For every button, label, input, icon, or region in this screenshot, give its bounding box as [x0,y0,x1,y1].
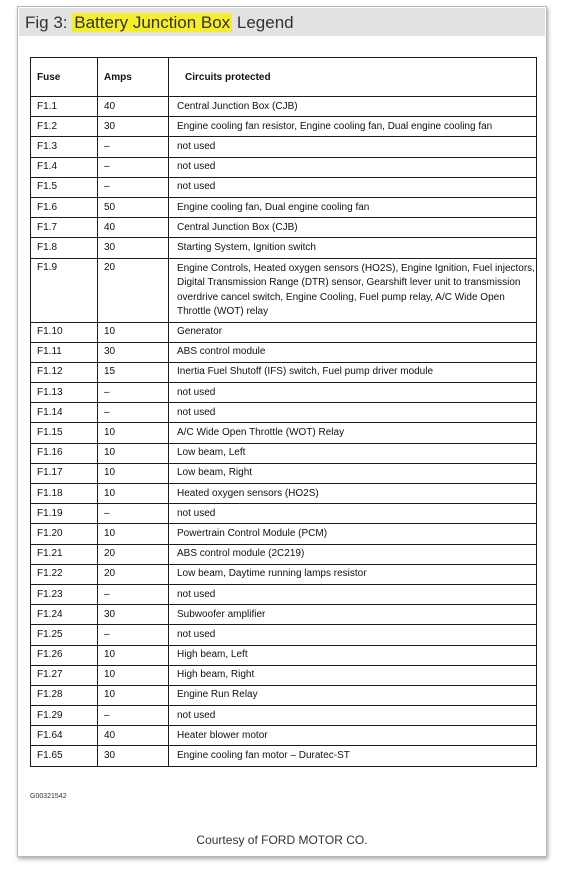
header-circuits: Circuits protected [169,58,537,97]
table-row [31,157,537,177]
header-fuse: Fuse [31,58,98,97]
fuse-cell: F1.15 [31,423,98,443]
table-row [31,706,537,726]
amps-cell: 40 [98,218,169,238]
fuse-cell: F1.4 [31,157,98,177]
fuse-cell: F1.8 [31,238,98,258]
circuit-cell: Central Junction Box (CJB) [169,218,537,238]
circuit-cell: not used [169,504,537,524]
table-row [31,726,537,746]
circuit-cell: Low beam, Left [169,443,537,463]
amps-cell: 50 [98,197,169,217]
fuse-cell: F1.23 [31,584,98,604]
table-row [31,685,537,705]
circuit-cell: Engine cooling fan, Dual engine cooling fan [169,197,537,217]
table-row [31,524,537,544]
amps-cell: – [98,625,169,645]
amps-cell: 20 [98,258,169,322]
fuse-cell: F1.65 [31,746,98,766]
table-row [31,342,537,362]
circuit-cell: Low beam, Daytime running lamps resistor [169,564,537,584]
fuse-cell: F1.17 [31,463,98,483]
amps-cell: 20 [98,564,169,584]
fuse-cell: F1.2 [31,117,98,137]
table-row [31,137,537,157]
circuit-cell: Subwoofer amplifier [169,605,537,625]
circuit-cell: Starting System, Ignition switch [169,238,537,258]
amps-cell: 10 [98,423,169,443]
fuse-cell: F1.19 [31,504,98,524]
amps-cell: 15 [98,362,169,382]
fuse-cell: F1.9 [31,258,98,322]
table-row [31,625,537,645]
fuse-cell: F1.14 [31,403,98,423]
amps-cell: – [98,403,169,423]
circuit-cell: not used [169,403,537,423]
table-row [31,605,537,625]
amps-cell: – [98,157,169,177]
table-row [31,423,537,443]
fuse-cell: F1.28 [31,685,98,705]
fuse-cell: F1.5 [31,177,98,197]
circuit-cell: ABS control module (2C219) [169,544,537,564]
fuse-cell: F1.10 [31,322,98,342]
circuit-cell: Heater blower motor [169,726,537,746]
fuse-cell: F1.7 [31,218,98,238]
amps-cell: 30 [98,238,169,258]
caption-prefix: Fig 3: [25,13,73,32]
amps-cell: 30 [98,117,169,137]
circuit-cell: A/C Wide Open Throttle (WOT) Relay [169,423,537,443]
amps-cell: – [98,706,169,726]
circuit-cell: Generator [169,322,537,342]
fuse-cell: F1.11 [31,342,98,362]
fuse-cell: F1.3 [31,137,98,157]
figure-caption [19,8,545,36]
fuse-cell: F1.21 [31,544,98,564]
amps-cell: 10 [98,463,169,483]
amps-cell: 10 [98,484,169,504]
table-row [31,403,537,423]
circuit-cell: Engine Run Relay [169,685,537,705]
caption-suffix: Legend [232,13,294,32]
table-row [31,484,537,504]
amps-cell: 10 [98,665,169,685]
fuse-legend-table [30,57,537,767]
amps-cell: 10 [98,322,169,342]
circuit-cell: Engine cooling fan resistor, Engine cooling fan, Dual engine cooling fan [169,117,537,137]
caption-highlight: Battery Junction Box [74,13,231,32]
table-row [31,463,537,483]
table-row [31,443,537,463]
amps-cell: 30 [98,605,169,625]
table-row [31,665,537,685]
fuse-cell: F1.13 [31,383,98,403]
table-row [31,117,537,137]
amps-cell: – [98,137,169,157]
amps-cell: 30 [98,746,169,766]
circuit-cell: High beam, Left [169,645,537,665]
table-row [31,544,537,564]
circuit-cell: not used [169,706,537,726]
circuit-cell: Powertrain Control Module (PCM) [169,524,537,544]
fuse-cell: F1.20 [31,524,98,544]
circuit-cell: not used [169,177,537,197]
amps-cell: – [98,177,169,197]
fuse-cell: F1.18 [31,484,98,504]
circuit-cell: Inertia Fuel Shutoff (IFS) switch, Fuel pump driver module [169,362,537,382]
amps-cell: 30 [98,342,169,362]
circuit-cell: not used [169,137,537,157]
table-row [31,322,537,342]
table-row [31,584,537,604]
circuit-cell: not used [169,157,537,177]
fuse-cell: F1.12 [31,362,98,382]
fuse-cell: F1.1 [31,97,98,117]
circuit-cell: Engine Controls, Heated oxygen sensors (HO2S), Engine Ignition, Fuel injectors, Digital Transmission Range (DTR) sensor, Gearshift lever unit to transmission overdrive cancel switch, Engine Cooling, Fuel pump relay, A/C Wide Open Throttle (WOT) relay [169,258,537,322]
table-row [31,258,537,322]
table-row [31,177,537,197]
table-header-row [31,58,537,97]
fuse-cell: F1.26 [31,645,98,665]
circuit-cell: Heated oxygen sensors (HO2S) [169,484,537,504]
circuit-cell: ABS control module [169,342,537,362]
fuse-cell: F1.64 [31,726,98,746]
amps-cell: – [98,584,169,604]
table-row [31,645,537,665]
circuit-cell: not used [169,383,537,403]
circuit-cell: Low beam, Right [169,463,537,483]
circuit-cell: High beam, Right [169,665,537,685]
figure-code: G00321542 [30,793,67,800]
circuit-cell: Central Junction Box (CJB) [169,97,537,117]
figure-frame [17,6,547,857]
amps-cell: 10 [98,524,169,544]
credit-line: Courtesy of FORD MOTOR CO. [196,833,368,847]
amps-cell: 20 [98,544,169,564]
table-row [31,218,537,238]
table-row [31,197,537,217]
fuse-cell: F1.24 [31,605,98,625]
amps-cell: 40 [98,97,169,117]
amps-cell: – [98,383,169,403]
table-row [31,746,537,766]
circuit-cell: not used [169,584,537,604]
table-row [31,504,537,524]
amps-cell: 40 [98,726,169,746]
fuse-cell: F1.29 [31,706,98,726]
header-amps: Amps [98,58,169,97]
amps-cell: – [98,504,169,524]
table-body [31,97,537,767]
fuse-cell: F1.25 [31,625,98,645]
fuse-cell: F1.27 [31,665,98,685]
amps-cell: 10 [98,645,169,665]
table-row [31,383,537,403]
amps-cell: 10 [98,443,169,463]
table-row [31,238,537,258]
table-row [31,564,537,584]
fuse-cell: F1.22 [31,564,98,584]
circuit-cell: Engine cooling fan motor – Duratec-ST [169,746,537,766]
circuit-cell: not used [169,625,537,645]
fuse-cell: F1.16 [31,443,98,463]
fuse-cell: F1.6 [31,197,98,217]
table-row [31,362,537,382]
table-row [31,97,537,117]
amps-cell: 10 [98,685,169,705]
